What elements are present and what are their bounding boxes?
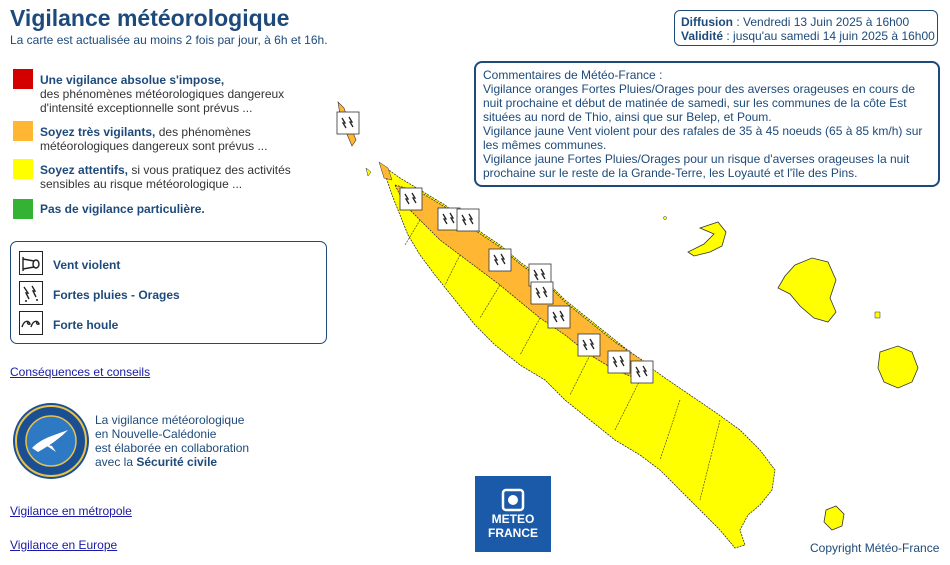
ouvea-island[interactable] <box>688 222 726 256</box>
validite-label: Validité <box>681 29 724 43</box>
legend-bold-green: Pas de vigilance particulière. <box>40 202 205 216</box>
ouvea-islet <box>664 217 667 220</box>
sc-line4-prefix: avec la <box>95 455 137 469</box>
vigilance-metropole-link[interactable]: Vigilance en métropole <box>10 504 132 518</box>
comments-heading: Commentaires de Météo-France : <box>483 68 663 82</box>
phenomenon-rain-label: Fortes pluies - Orages <box>53 288 180 302</box>
comments-para2: Vigilance jaune Vent violent pour des rafales de 35 à 45 noeuds (65 à 85 km/h) sur les mêmes communes. <box>483 124 923 152</box>
tiga-island[interactable] <box>875 312 880 318</box>
sc-line1: La vigilance météorologique <box>95 413 245 427</box>
diffusion-label: Diffusion <box>681 15 733 29</box>
storm-marker[interactable] <box>489 249 511 271</box>
validite-value: : jusqu'au samedi 14 juin 2025 à 16h00 <box>723 29 935 43</box>
storm-marker[interactable] <box>631 361 653 383</box>
storm-marker[interactable] <box>548 306 570 328</box>
legend-bold-red: Une vigilance absolue s'impose, <box>40 73 225 87</box>
phenomenon-wind-label: Vent violent <box>53 258 121 272</box>
storm-marker[interactable] <box>608 351 630 373</box>
lifou-island[interactable] <box>778 258 836 322</box>
north-islet-1[interactable] <box>366 168 371 176</box>
legend-desc-red: des phénomènes météorologiques dangereux d'intensité exceptionnelle sont prévus ... <box>40 87 285 115</box>
ile-des-pins[interactable] <box>824 506 844 530</box>
legend-bold-yellow: Soyez attentifs, <box>40 163 129 177</box>
meteo-france-comments <box>474 61 940 187</box>
diffusion-value: : Vendredi 13 Juin 2025 à 16h00 <box>733 15 910 29</box>
copyright-text: Copyright Météo-France <box>810 541 940 555</box>
sc-line2: en Nouvelle-Calédonie <box>95 427 217 441</box>
legend-desc-orange: des phénomènes météorologiques dangereux sont prévus ... <box>40 125 268 153</box>
meteo-france-logo[interactable] <box>475 476 551 552</box>
sc-line4-bold: Sécurité civile <box>136 455 218 469</box>
legend-bold-orange: Soyez très vigilants, <box>40 125 156 139</box>
storm-marker[interactable] <box>337 112 359 134</box>
page-title: Vigilance météorologique <box>10 5 290 31</box>
phenomenon-wave-label: Forte houle <box>53 318 119 332</box>
legend-desc-yellow: si vous pratiquez des activités sensibles au risque météorologique ... <box>40 163 291 191</box>
page-subtitle: La carte est actualisée au moins 2 fois par jour, à 6h et 16h. <box>10 33 328 47</box>
consequences-link[interactable]: Conséquences et conseils <box>10 365 151 379</box>
comments-para3: Vigilance jaune Fortes Pluies/Orages pour un risque d'averses orageuses la nuit prochaine sur le reste de la Grande-Terre, les Loyauté et l'île des Pins. <box>483 152 910 180</box>
storm-marker[interactable] <box>400 188 422 210</box>
storm-marker[interactable] <box>531 282 553 304</box>
storm-marker[interactable] <box>457 209 479 231</box>
storm-marker[interactable] <box>578 334 600 356</box>
comments-para1: Vigilance oranges Fortes Pluies/Orages pour des averses orageuses en cours de nuit prochaine et début de matinée de samedi, sur les communes de la côte Est situées au nord de Thio, ainsi que sur Belep, et Poum. <box>483 82 916 124</box>
logo-line2: FRANCE <box>488 526 538 540</box>
mare-island[interactable] <box>878 346 918 388</box>
sc-line3: est élaborée en collaboration <box>95 441 250 455</box>
logo-line1: METEO <box>491 512 535 526</box>
vigilance-europe-link[interactable]: Vigilance en Europe <box>10 538 118 552</box>
